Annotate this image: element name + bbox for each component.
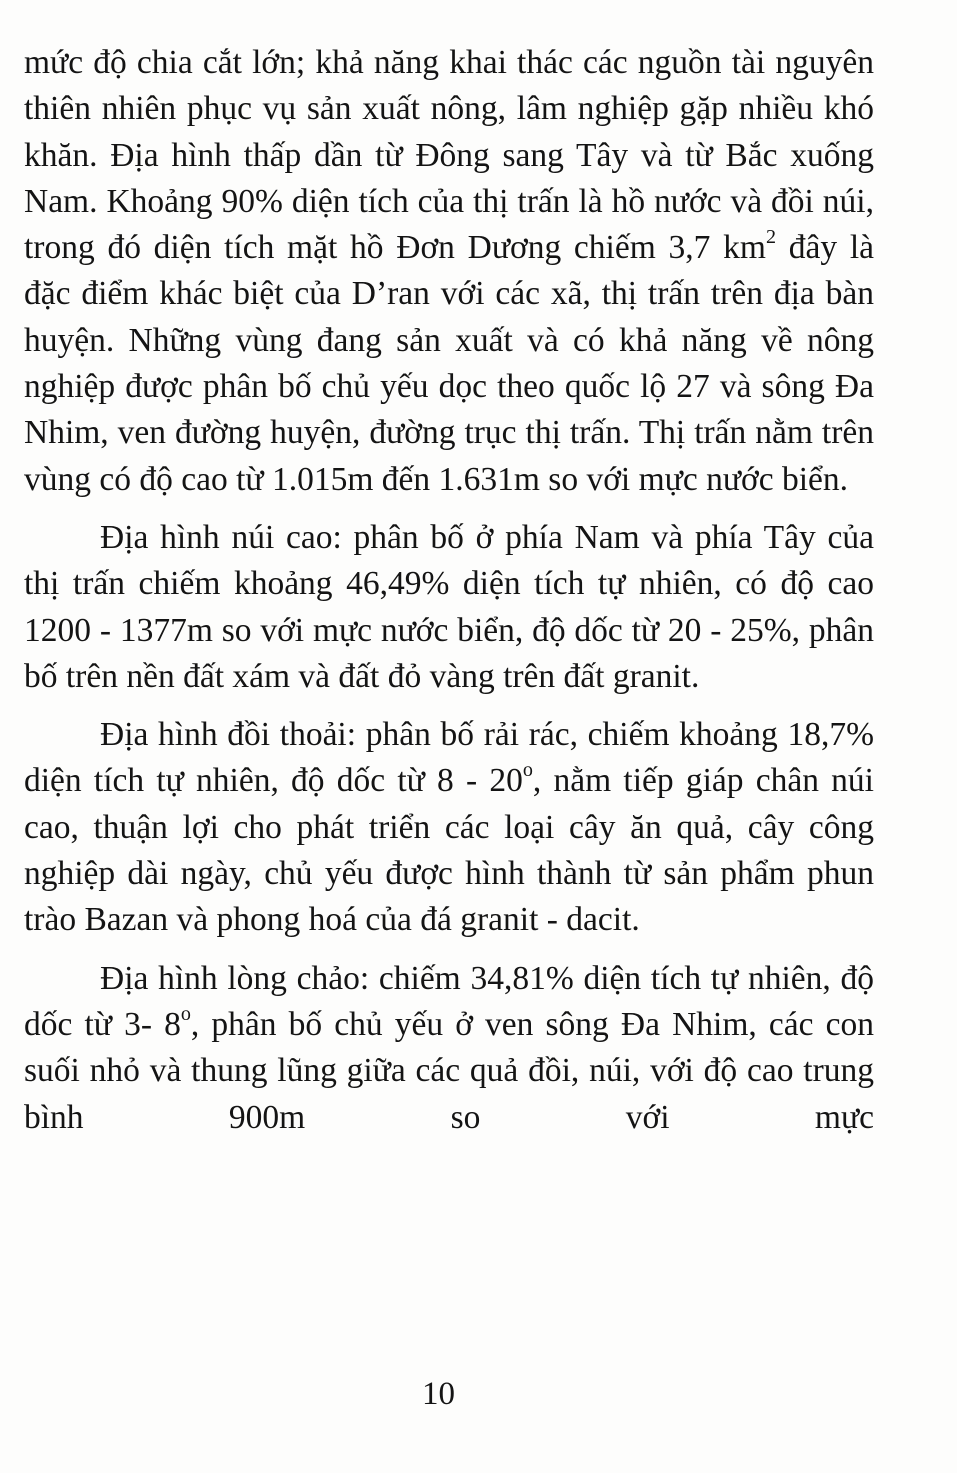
paragraph-4 [24, 956, 874, 1141]
paragraph-3-text-b: , nằm tiếp giáp chân núi cao, thuận lợi cho phát triển các loại cây ăn quả, cây công nghiệp dài ngày, chủ yếu được hình thành từ sản phẩm phun trào Bazan và phong hoá của đá granit - dacit. [24, 762, 874, 939]
paragraph-1-text-b: đây là đặc điểm khác biệt của D’ran với các xã, thị trấn trên địa bàn huyện. Những vùng đang sản xuất và có khả năng về nông nghiệp được phân bố chủ yếu dọc theo quốc lộ 27 và sông Đa Nhim, ven đường huyện, đường trục thị trấn. Thị trấn nằm trên vùng có độ cao từ 1.015m đến 1.631m so với mực nước biển. [24, 229, 874, 498]
superscript-squared: 2 [765, 226, 776, 249]
body-text [24, 40, 874, 1141]
superscript-degree: o [180, 1002, 191, 1025]
paragraph-1-text-a: mức độ chia cắt lớn; khả năng khai thác các nguồn tài nguyên thiên nhiên phục vụ sản xuất nông, lâm nghiệp gặp nhiều khó khăn. Địa hình thấp dần từ Đông sang Tây và từ Bắc xuống Nam. Khoảng 90% diện tích của thị trấn là hồ nước và đồi núi, trong đó diện tích mặt hồ Đơn Dương chiếm 3,7 km [24, 44, 874, 267]
paragraph-3-text-a: Địa hình đồi thoải: phân bố rải rác, chiếm khoảng 18,7% diện tích tự nhiên, độ dốc từ 8 - 20 [24, 716, 874, 800]
paragraph-3 [24, 712, 874, 943]
paragraph-4-text-b: , phân bố chủ yếu ở ven sông Đa Nhim, các con suối nhỏ và thung lũng giữa các quả đồi, núi, với độ cao trung bình 900m so với mực [24, 1005, 874, 1136]
paragraph-1 [24, 40, 874, 503]
paragraph-2: Địa hình núi cao: phân bố ở phía Nam và phía Tây của thị trấn chiếm khoảng 46,49% diện tích tự nhiên, có độ cao 1200 - 1377m so với mực nước biển, độ dốc từ 20 - 25%, phân bố trên nền đất xám và đất đỏ vàng trên đất granit. [24, 518, 874, 695]
paragraph-4-text-a: Địa hình lòng chảo: chiếm 34,81% diện tích tự nhiên, độ dốc từ 3- 8 [24, 959, 874, 1043]
page-number: 10 [422, 1376, 455, 1412]
superscript-degree: o [522, 759, 533, 782]
